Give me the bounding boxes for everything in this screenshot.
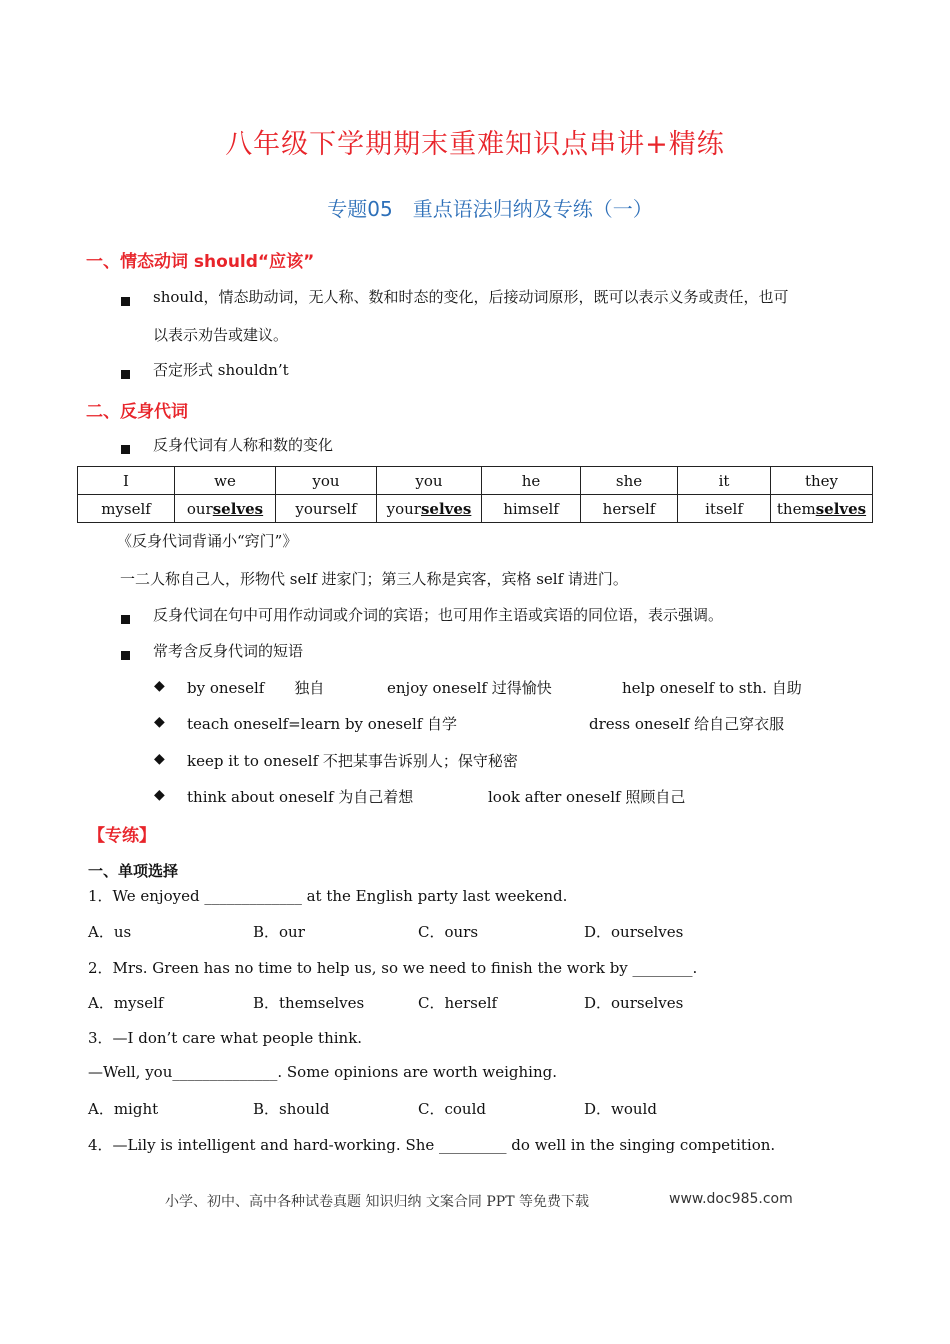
pronoun-text: himself xyxy=(503,499,559,518)
question-1: 1．We enjoyed _____________ at the English party last weekend. xyxy=(88,887,568,905)
phrase-item: think about oneself 为自己着想 xyxy=(187,788,414,806)
table-cell xyxy=(771,495,873,523)
question-3-line2: —Well, you______________. Some opinions are worth weighing. xyxy=(88,1063,557,1081)
footer-text: 小学、初中、高中各种试卷真题 知识归纳 文案合同 PPT 等免费下载 xyxy=(165,1194,589,1210)
phrase-item: dress oneself 给自己穿衣服 xyxy=(589,715,785,733)
table-cell: we xyxy=(175,467,276,495)
phrase-item: enjoy oneself 过得愉快 xyxy=(387,679,552,697)
table-cell: I xyxy=(78,467,175,495)
pronoun-text: herself xyxy=(602,499,656,518)
option: B．should xyxy=(253,1100,330,1118)
mnemonic-title: 《反身代词背诵小“窍门”》 xyxy=(117,532,298,550)
pronoun-text: yourself xyxy=(295,499,357,518)
bullet-square-icon xyxy=(121,291,130,310)
pronoun-underline: selves xyxy=(420,499,472,518)
table-cell: he xyxy=(482,467,581,495)
question-4: 4．—Lily is intelligent and hard-working. She _________ do well in the singing competition. xyxy=(88,1136,776,1154)
table-cell xyxy=(78,495,175,523)
section2-bullet2: 反身代词在句中可用作动词或介词的宾语；也可用作主语或宾语的同位语，表示强调。 xyxy=(153,606,724,624)
bullet-square-icon xyxy=(121,364,130,383)
table-cell: they xyxy=(771,467,873,495)
pronoun-text: your xyxy=(386,499,421,518)
practice-subheading: 一、单项选择 xyxy=(88,862,179,880)
pronoun-table xyxy=(77,466,873,523)
diamond-bullet-icon: ◆ xyxy=(154,787,165,803)
page-title: 八年级下学期期末重难知识点串讲+精练 xyxy=(225,129,725,160)
pronoun-text: itself xyxy=(705,499,743,518)
option: A．us xyxy=(88,923,132,941)
option: D．would xyxy=(584,1100,657,1118)
diamond-bullet-icon: ◆ xyxy=(154,678,165,694)
phrase-item: help oneself to sth. 自助 xyxy=(622,679,802,697)
pronoun-text: myself xyxy=(101,499,151,518)
bullet-square-icon xyxy=(121,439,130,458)
pronoun-text: our xyxy=(186,499,213,518)
phrase-item: teach oneself=learn by oneself 自学 xyxy=(187,715,458,733)
table-cell xyxy=(482,495,581,523)
section2-bullet1: 反身代词有人称和数的变化 xyxy=(153,436,334,454)
table-cell xyxy=(276,495,377,523)
pronoun-underline: selves xyxy=(815,499,867,518)
table-cell: it xyxy=(678,467,771,495)
practice-heading: 【专练】 xyxy=(88,826,156,846)
table-row xyxy=(78,467,873,495)
phrase-item: by oneself 独自 xyxy=(187,679,325,697)
mnemonic-text: 一二人称自己人，形物代 self 进家门；第三人称是宾客，宾格 self 请进门。 xyxy=(120,570,628,588)
phrase-item: look after oneself 照顾自己 xyxy=(488,788,686,806)
option: B．our xyxy=(253,923,305,941)
diamond-bullet-icon: ◆ xyxy=(154,751,165,767)
pronoun-text: them xyxy=(776,499,816,518)
section1-bullet1-line1: should，情态助动词，无人称、数和时态的变化，后接动词原形，既可以表示义务或责任，也可 xyxy=(153,288,789,306)
table-cell xyxy=(581,495,678,523)
section1-bullet1-line2: 以表示劝告或建议。 xyxy=(153,326,289,344)
table-cell: she xyxy=(581,467,678,495)
bullet-square-icon xyxy=(121,609,130,628)
option: C．ours xyxy=(418,923,479,941)
question-3-line1: 3．—I don’t care what people think. xyxy=(88,1029,363,1047)
section1-bullet2: 否定形式 shouldn’t xyxy=(153,361,289,379)
option: B．themselves xyxy=(253,994,365,1012)
table-cell xyxy=(175,495,276,523)
pronoun-underline: selves xyxy=(212,499,264,518)
question-2: 2．Mrs. Green has no time to help us, so we need to finish the work by ________. xyxy=(88,959,698,977)
phrase-item: keep it to oneself 不把某事告诉别人；保守秘密 xyxy=(187,752,518,770)
table-cell xyxy=(678,495,771,523)
table-row xyxy=(78,495,873,523)
diamond-bullet-icon: ◆ xyxy=(154,714,165,730)
section2-bullet3: 常考含反身代词的短语 xyxy=(153,642,304,660)
option: D．ourselves xyxy=(584,923,684,941)
section1-heading: 一、情态动词 should“应该” xyxy=(86,252,315,272)
option: D．ourselves xyxy=(584,994,684,1012)
bullet-square-icon xyxy=(121,645,130,664)
option: C．herself xyxy=(418,994,498,1012)
footer-link[interactable]: www.doc985.com xyxy=(669,1191,793,1207)
table-cell: you xyxy=(377,467,482,495)
table-cell: you xyxy=(276,467,377,495)
table-cell xyxy=(377,495,482,523)
section2-heading: 二、反身代词 xyxy=(86,402,188,422)
page-subtitle: 专题05 重点语法归纳及专练（一） xyxy=(327,197,653,221)
option: A．might xyxy=(88,1100,159,1118)
option: C．could xyxy=(418,1100,486,1118)
option: A．myself xyxy=(88,994,164,1012)
